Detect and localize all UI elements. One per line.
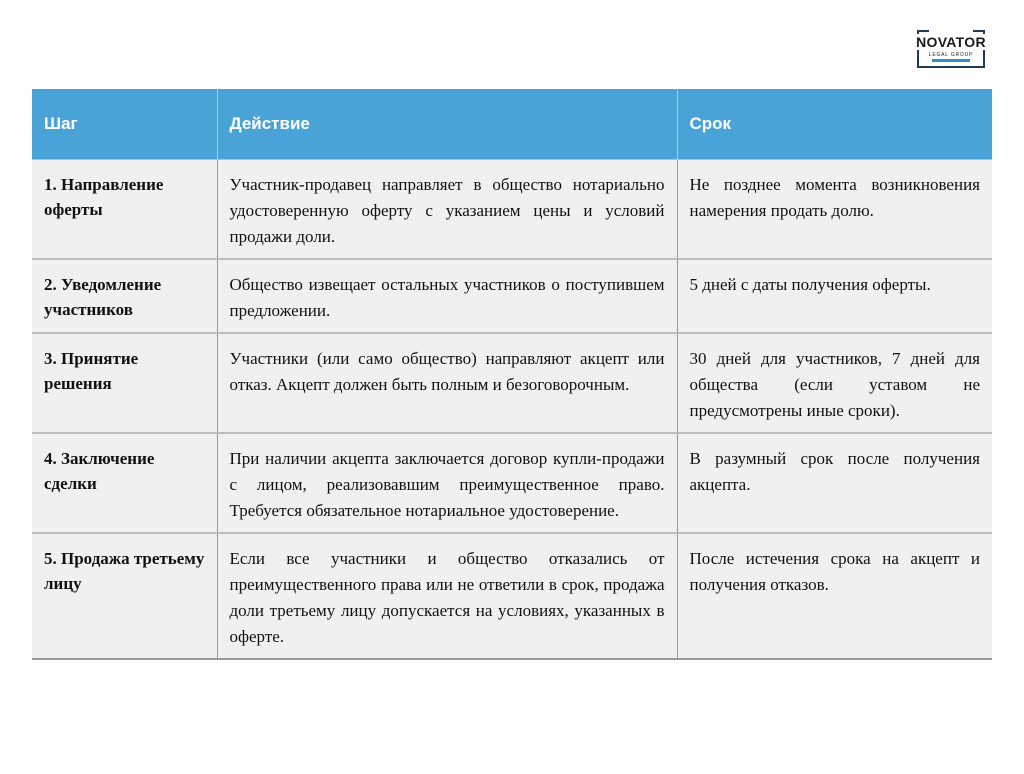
- header-term: Срок: [677, 89, 992, 160]
- table-header: [32, 89, 992, 160]
- logo-accent-bar: [932, 59, 970, 62]
- step-cell: 3. Принятие решения: [32, 333, 217, 433]
- table-row: [32, 160, 992, 260]
- table-body: [32, 160, 992, 660]
- table-row: [32, 433, 992, 533]
- table-row: [32, 333, 992, 433]
- logo-name: NOVATOR: [914, 34, 988, 50]
- step-cell: 4. Заключение сделки: [32, 433, 217, 533]
- step-cell: 5. Продажа третьему лицу: [32, 533, 217, 659]
- table-row: [32, 259, 992, 333]
- logo-frame-corner-right: [973, 30, 985, 32]
- logo-subtitle: LEGAL GROUP: [928, 52, 974, 58]
- term-cell: 30 дней для участников, 7 дней для общества (если уставом не предусмотрены иные сроки).: [677, 333, 992, 433]
- header-action: Действие: [217, 89, 677, 160]
- action-cell: Участники (или само общество) направляют акцепт или отказ. Акцепт должен быть полным и безоговорочным.: [217, 333, 677, 433]
- header-step: Шаг: [32, 89, 217, 160]
- step-cell: 2. Уведомление участников: [32, 259, 217, 333]
- term-cell: В разумный срок после получения акцепта.: [677, 433, 992, 533]
- step-cell: 1. Направление оферты: [32, 160, 217, 260]
- term-cell: 5 дней с даты получения оферты.: [677, 259, 992, 333]
- header-row: [32, 89, 992, 160]
- company-logo: [914, 30, 988, 68]
- term-cell: Не позднее момента возникновения намерения продать долю.: [677, 160, 992, 260]
- action-cell: Если все участники и общество отказались от преимущественного права или не ответили в срок, продажа доли третьему лицу допускается на условиях, указанных в оферте.: [217, 533, 677, 659]
- term-cell: После истечения срока на акцепт и получения отказов.: [677, 533, 992, 659]
- action-cell: При наличии акцепта заключается договор купли-продажи с лицом, реализовавшим преимущественное право. Требуется обязательное нотариальное удостоверение.: [217, 433, 677, 533]
- action-cell: Участник-продавец направляет в общество нотариально удостоверенную оферту с указанием цены и условий продажи доли.: [217, 160, 677, 260]
- action-cell: Общество извещает остальных участников о поступившем предложении.: [217, 259, 677, 333]
- table-row: [32, 533, 992, 659]
- procedure-table: [32, 89, 992, 660]
- logo-frame-corner-left: [917, 30, 929, 32]
